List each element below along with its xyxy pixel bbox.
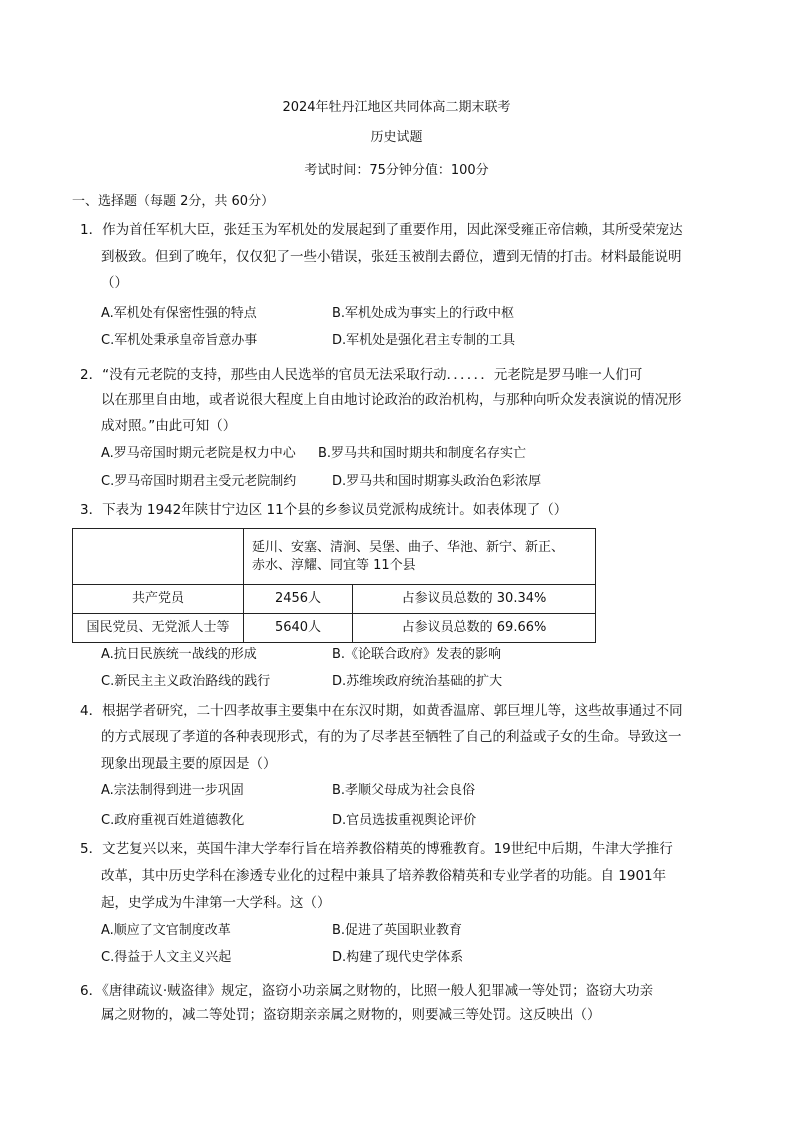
question-5-option-a[interactable]: A.顺应了文官制度改革 [101, 923, 231, 938]
question-2-option-d[interactable]: D.罗马共和国时期寡头政治色彩浓厚 [332, 474, 542, 489]
section-title: 一、选择题（每题 2分，共 60分） [72, 194, 275, 209]
row-share: 占参议员总数的 30.34% [353, 585, 596, 614]
question-2-option-c[interactable]: C.罗马帝国时期君主受元老院制约 [101, 474, 297, 489]
table-row [73, 614, 596, 643]
question-6-line-1: 6．《唐律疏议·贼盗律》规定，盗窃小功亲属之财物的，比照一般人犯罪减一等处罚；盗窃大功亲 [80, 983, 654, 999]
question-4-option-d[interactable]: D.官员选拔重视舆论评价 [332, 813, 477, 828]
question-3-option-c[interactable]: C.新民主主义政治路线的践行 [101, 674, 271, 689]
row-label: 国民党员、无党派人士等 [73, 614, 244, 643]
question-4-option-b[interactable]: B.孝顺父母成为社会良俗 [332, 783, 476, 798]
row-label: 共产党员 [73, 585, 244, 614]
question-4-line-2: 的方式展现了孝道的各种表现形式，有的为了尽孝甚至牺牲了自己的利益或子女的生命。导致这一 [101, 729, 682, 745]
question-2-line-2: 以在那里自由地，或者说很大程度上自由地讨论政治的政治机构，与那种向听众发表演说的情况形 [101, 392, 682, 408]
table-corner-cell [73, 529, 244, 585]
row-count: 2456人 [244, 585, 353, 614]
question-3-option-d[interactable]: D.苏维埃政府统治基础的扩大 [332, 674, 503, 689]
question-1-option-b[interactable]: B.军机处成为事实上的行政中枢 [332, 306, 515, 321]
question-1-line-3: （） [101, 275, 128, 291]
county-header-line-2: 赤水、淳耀、同宜等 11个县 [252, 557, 416, 573]
question-6-line-2: 属之财物的，减二等处罚；盗窃期亲亲属之财物的，则要减三等处罚。这反映出（） [101, 1007, 601, 1023]
question-5-option-c[interactable]: C.得益于人文主义兴起 [101, 950, 232, 965]
question-2-line-3: 成对照。”由此可知（） [101, 418, 237, 434]
question-1-line-2: 到极致。但到了晚年，仅仅犯了一些小错误，张廷玉被削去爵位，遭到无情的打击。材料最能说明 [101, 249, 682, 265]
question-1-option-c[interactable]: C.军机处秉承皇帝旨意办事 [101, 333, 258, 348]
question-5-option-b[interactable]: B.促进了英国职业教育 [332, 923, 463, 938]
question-1-option-d[interactable]: D.军机处是强化君主专制的工具 [332, 333, 516, 348]
question-5-line-1: 5．文艺复兴以来，英国牛津大学奉行旨在培养教俗精英的博雅教育。19世纪中后期，牛津大学推行 [80, 841, 673, 857]
county-header-line-1: 延川、安塞、清涧、吴堡、曲子、华池、新宁、新正、 [252, 539, 565, 555]
question-4-option-a[interactable]: A.宗法制得到进一步巩固 [101, 783, 244, 798]
table-row [73, 585, 596, 614]
exam-info: 考试时间：75分钟分值：100分 [304, 163, 489, 178]
question-3-line-1: 3．下表为 1942年陕甘宁边区 11个县的乡参议员党派构成统计。如表体现了（） [80, 502, 568, 518]
question-2-option-b[interactable]: B.罗马共和国时期共和制度名存实亡 [318, 446, 527, 461]
exam-subject: 历史试题 [370, 130, 423, 145]
question-4-option-c[interactable]: C.政府重视百姓道德教化 [101, 813, 245, 828]
question-4-line-3: 现象出现最主要的原因是（） [101, 756, 277, 772]
question-2-option-a[interactable]: A.罗马帝国时期元老院是权力中心 [101, 446, 296, 461]
question-3-option-a[interactable]: A.抗日民族统一战线的形成 [101, 647, 257, 662]
question-5-line-2: 改革，其中历史学科在渗透专业化的过程中兼具了培养教俗精英和专业学者的功能。自 1901年 [101, 868, 667, 884]
party-composition-table [72, 528, 596, 643]
question-5-line-3: 起，史学成为牛津第一大学科。这（） [101, 895, 331, 911]
table-header-row [73, 529, 596, 585]
question-5-option-d[interactable]: D.构建了现代史学体系 [332, 950, 464, 965]
question-3-option-b[interactable]: B.《论联合政府》发表的影响 [332, 647, 502, 662]
question-4-line-1: 4．根据学者研究，二十四孝故事主要集中在东汉时期，如黄香温席、郭巨埋儿等，这些故事通过不同 [80, 703, 683, 719]
question-2-line-1: 2．“没有元老院的支持，那些由人民选举的官员无法采取行动．．．．．．元老院是罗马唯一人们可 [80, 367, 643, 383]
row-share: 占参议员总数的 69.66% [353, 614, 596, 643]
row-count: 5640人 [244, 614, 353, 643]
question-1-option-a[interactable]: A.军机处有保密性强的特点 [101, 306, 257, 321]
table-county-header [244, 529, 596, 585]
exam-title: 2024年牡丹江地区共同体高二期末联考 [282, 100, 511, 115]
question-1-line-1: 1．作为首任军机大臣，张廷玉为军机处的发展起到了重要作用，因此深受雍正帝信赖，其所受荣宠达 [80, 222, 683, 238]
